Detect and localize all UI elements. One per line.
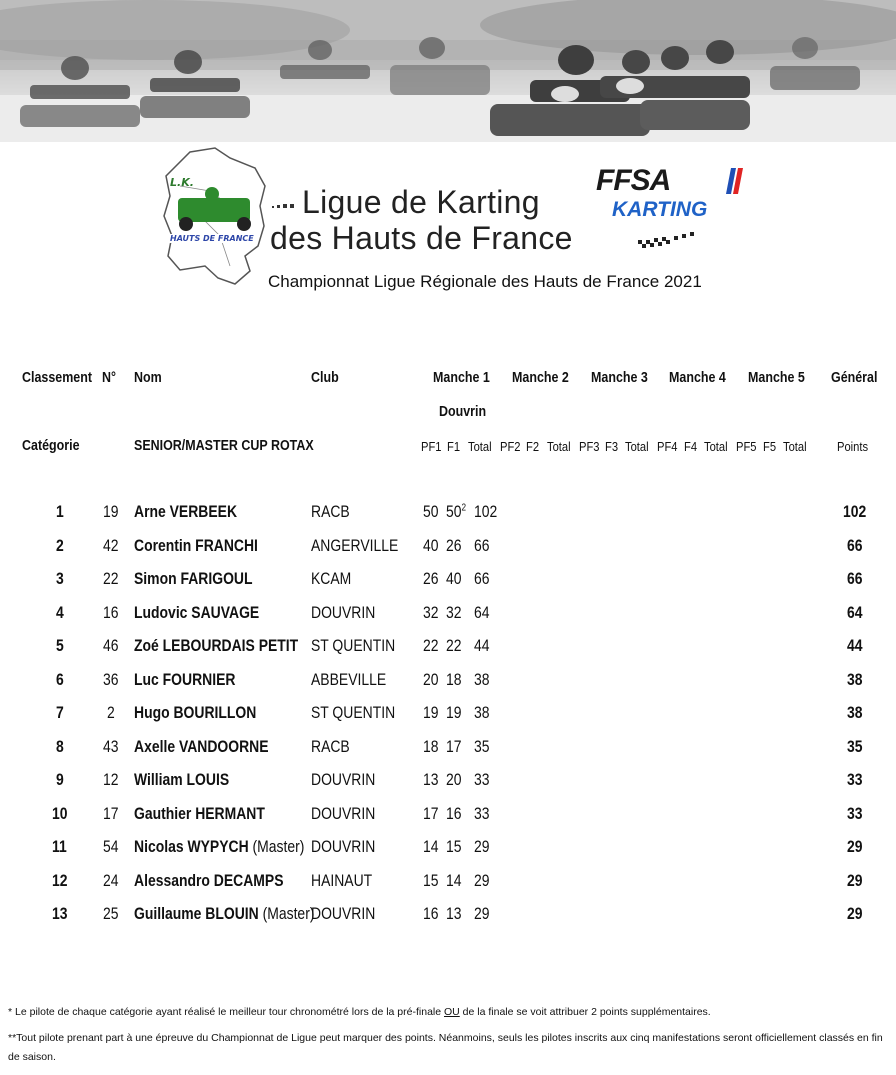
sub-header-total3: Total (625, 439, 649, 454)
col-header-classement: Classement (22, 370, 93, 386)
points-cell: 33 (847, 804, 863, 823)
driver-name: Hugo BOURILLON (134, 703, 257, 722)
number-cell: 24 (103, 871, 119, 890)
pf1-cell: 22 (423, 636, 439, 655)
sub-header-f5: F5 (763, 439, 777, 454)
driver-name: William LOUIS (134, 770, 230, 789)
points-cell: 64 (847, 603, 863, 622)
total1-cell: 33 (474, 804, 490, 823)
rank-cell: 10 (52, 804, 68, 823)
f1-cell: 26 (446, 536, 462, 555)
table-row (0, 636, 896, 666)
f1-cell: 14 (446, 871, 462, 890)
karting-banner-image (0, 0, 896, 142)
rank-cell: 5 (56, 636, 64, 655)
pf1-cell: 13 (423, 770, 439, 789)
number-cell: 42 (103, 536, 119, 555)
total1-cell: 66 (474, 569, 490, 588)
f1-value: 50 (446, 502, 462, 521)
driver-name-cell (134, 737, 269, 757)
club-cell: DOUVRIN (311, 804, 376, 823)
pf1-cell: 20 (423, 670, 439, 689)
f1-cell: 40 (446, 569, 462, 588)
rank-cell: 3 (56, 569, 64, 588)
table-row (0, 502, 896, 532)
rank-cell: 9 (56, 770, 64, 789)
driver-name: Zoé LEBOURDAIS PETIT (134, 636, 299, 655)
col-header-club: Club (311, 370, 339, 386)
pf1-cell: 16 (423, 904, 439, 923)
rank-cell: 13 (52, 904, 68, 923)
driver-name-cell (134, 569, 252, 589)
sub-header-total4: Total (704, 439, 728, 454)
sub-header-f3: F3 (605, 439, 619, 454)
sub-header-pf5: PF5 (736, 439, 757, 454)
number-cell: 19 (103, 502, 119, 521)
rank-cell: 12 (52, 871, 68, 890)
col-header-manche5: Manche 5 (748, 370, 805, 386)
pf1-cell: 18 (423, 737, 439, 756)
points-cell: 38 (847, 703, 863, 722)
col-header-points: Points (837, 439, 869, 454)
driver-name: Nicolas WYPYCH (134, 837, 249, 856)
region-map-icon (160, 146, 270, 286)
number-cell: 2 (107, 703, 115, 722)
col-header-no: N° (102, 370, 117, 386)
total1-cell: 29 (474, 904, 490, 923)
points-cell: 66 (847, 536, 863, 555)
sub-header-f1: F1 (447, 439, 461, 454)
lk-initials: L.K. (170, 176, 194, 189)
f1-cell: 16 (446, 804, 462, 823)
karting-logo-text: KARTING (612, 198, 708, 221)
club-cell: DOUVRIN (311, 904, 376, 923)
table-row (0, 603, 896, 633)
total1-cell: 102 (474, 502, 498, 521)
col-header-general: Général (831, 370, 878, 386)
col-header-categorie: Catégorie (22, 438, 80, 454)
pf1-cell: 32 (423, 603, 439, 622)
club-cell: KCAM (311, 569, 352, 588)
footnote-1-end: de la finale se voit attribuer 2 points supplémentaires. (459, 1006, 711, 1018)
number-cell: 36 (103, 670, 119, 689)
club-cell: HAINAUT (311, 871, 373, 890)
rank-cell: 2 (56, 536, 64, 555)
rank-cell: 4 (56, 603, 64, 622)
table-row (0, 904, 896, 934)
karting-photo (0, 0, 896, 142)
pf1-cell: 40 (423, 536, 439, 555)
pf1-cell: 19 (423, 703, 439, 722)
f1-cell: 18 (446, 670, 462, 689)
f1-cell: 17 (446, 737, 462, 756)
total1-cell: 64 (474, 603, 490, 622)
club-cell: DOUVRIN (311, 837, 376, 856)
best-lap-marker: 2 (461, 502, 467, 514)
points-cell: 35 (847, 737, 863, 756)
pf1-cell: 15 (423, 871, 439, 890)
total1-cell: 38 (474, 703, 490, 722)
driver-name-cell (134, 603, 259, 623)
total1-cell: 44 (474, 636, 490, 655)
checkered-flag-icon (636, 228, 712, 252)
driver-name-cell (134, 636, 298, 656)
sub-header-pf2: PF2 (500, 439, 521, 454)
pf1-cell: 14 (423, 837, 439, 856)
club-cell: DOUVRIN (311, 603, 376, 622)
number-cell: 22 (103, 569, 119, 588)
club-cell: ST QUENTIN (311, 703, 396, 722)
pf1-cell: 50 (423, 502, 439, 521)
total1-cell: 33 (474, 770, 490, 789)
total1-cell: 66 (474, 536, 490, 555)
points-cell: 102 (843, 502, 867, 521)
rank-cell: 6 (56, 670, 64, 689)
driver-name-cell (134, 770, 229, 790)
club-cell: ABBEVILLE (311, 670, 387, 689)
number-cell: 17 (103, 804, 119, 823)
table-row (0, 670, 896, 700)
number-cell: 54 (103, 837, 119, 856)
club-cell: ST QUENTIN (311, 636, 396, 655)
f1-cell: 22 (446, 636, 462, 655)
number-cell: 12 (103, 770, 119, 789)
table-row (0, 536, 896, 566)
sub-header-total2: Total (547, 439, 571, 454)
table-row (0, 703, 896, 733)
ffsa-logo-text: FFSA (596, 164, 671, 197)
driver-name-cell (134, 904, 314, 924)
league-name-line2: des Hauts de France (270, 220, 573, 256)
speed-dots-icon (272, 202, 300, 212)
points-cell: 29 (847, 871, 863, 890)
hauts-de-france-badge: HAUTS DE FRANCE (170, 234, 254, 243)
rank-cell: 1 (56, 502, 64, 521)
club-cell: DOUVRIN (311, 770, 376, 789)
club-cell: RACB (311, 737, 350, 756)
driver-name-cell (134, 502, 237, 522)
f1-cell: 13 (446, 904, 462, 923)
rank-cell: 11 (52, 837, 67, 856)
sub-header-pf4: PF4 (657, 439, 678, 454)
footnote-1-start: * Le pilote de chaque catégorie ayant réalisé le meilleur tour chronométré lors de la pré-finale (8, 1006, 444, 1018)
league-logo (160, 146, 750, 286)
points-cell: 29 (847, 837, 863, 856)
driver-name: Ludovic SAUVAGE (134, 603, 260, 622)
driver-name: Arne VERBEEK (134, 502, 238, 521)
driver-name-cell (134, 804, 265, 824)
f1-cell (446, 502, 466, 522)
col-header-nom: Nom (134, 370, 162, 386)
rank-cell: 8 (56, 737, 64, 756)
total1-cell: 29 (474, 871, 490, 890)
points-cell: 29 (847, 904, 863, 923)
driver-suffix: (Master) (262, 904, 315, 923)
table-row (0, 837, 896, 867)
total1-cell: 29 (474, 837, 490, 856)
table-row (0, 871, 896, 901)
driver-name-cell (134, 703, 256, 723)
table-row (0, 737, 896, 767)
driver-name-cell (134, 837, 304, 857)
driver-suffix: (Master) (252, 837, 305, 856)
driver-name: Gauthier HERMANT (134, 804, 265, 823)
championship-title: Championnat Ligue Régionale des Hauts de France 2021 (268, 272, 702, 291)
total1-cell: 38 (474, 670, 490, 689)
driver-name-cell (134, 670, 235, 690)
footnote-classification: **Tout pilote prenant part à une épreuve du Championnat de Ligue peut marquer des points. Néanmoins, seuls les pilotes inscrits aux cinq manifestations seront officiellement classés en fin de saison. (8, 1032, 883, 1063)
table-row (0, 569, 896, 599)
club-cell: ANGERVILLE (311, 536, 399, 555)
sub-header-f4: F4 (684, 439, 698, 454)
col-header-manche4: Manche 4 (669, 370, 726, 386)
footnote-bonus-points (8, 1003, 892, 1022)
driver-name: Guillaume BLOUIN (134, 904, 259, 923)
points-cell: 44 (847, 636, 863, 655)
total1-cell: 35 (474, 737, 490, 756)
club-cell: RACB (311, 502, 350, 521)
table-row (0, 770, 896, 800)
rank-cell: 7 (56, 703, 64, 722)
number-cell: 16 (103, 603, 119, 622)
sub-header-pf1: PF1 (421, 439, 442, 454)
footnote-1-ou: OU (444, 1006, 460, 1018)
sub-header-total1: Total (468, 439, 492, 454)
driver-name: Axelle VANDOORNE (134, 737, 269, 756)
number-cell: 25 (103, 904, 119, 923)
f1-cell: 15 (446, 837, 462, 856)
driver-name-cell (134, 536, 258, 556)
table-row (0, 804, 896, 834)
points-cell: 66 (847, 569, 863, 588)
f1-cell: 20 (446, 770, 462, 789)
league-name-line1: Ligue de Karting (302, 184, 540, 220)
points-cell: 33 (847, 770, 863, 789)
pf1-cell: 17 (423, 804, 439, 823)
sub-header-pf3: PF3 (579, 439, 600, 454)
driver-name: Simon FARIGOUL (134, 569, 253, 588)
col-header-manche1: Manche 1 (433, 370, 490, 386)
ffsa-flag-icon (725, 168, 747, 194)
driver-name: Luc FOURNIER (134, 670, 236, 689)
points-cell: 38 (847, 670, 863, 689)
driver-name: Corentin FRANCHI (134, 536, 258, 555)
pf1-cell: 26 (423, 569, 439, 588)
sub-header-f2: F2 (526, 439, 540, 454)
category-name: SENIOR/MASTER CUP ROTAX (134, 438, 314, 454)
number-cell: 43 (103, 737, 119, 756)
col-header-manche3: Manche 3 (591, 370, 648, 386)
number-cell: 46 (103, 636, 119, 655)
f1-cell: 19 (446, 703, 462, 722)
f1-cell: 32 (446, 603, 462, 622)
venue-manche1: Douvrin (439, 404, 487, 420)
col-header-manche2: Manche 2 (512, 370, 569, 386)
driver-name: Alessandro DECAMPS (134, 871, 284, 890)
sub-header-total5: Total (783, 439, 807, 454)
driver-name-cell (134, 871, 284, 891)
